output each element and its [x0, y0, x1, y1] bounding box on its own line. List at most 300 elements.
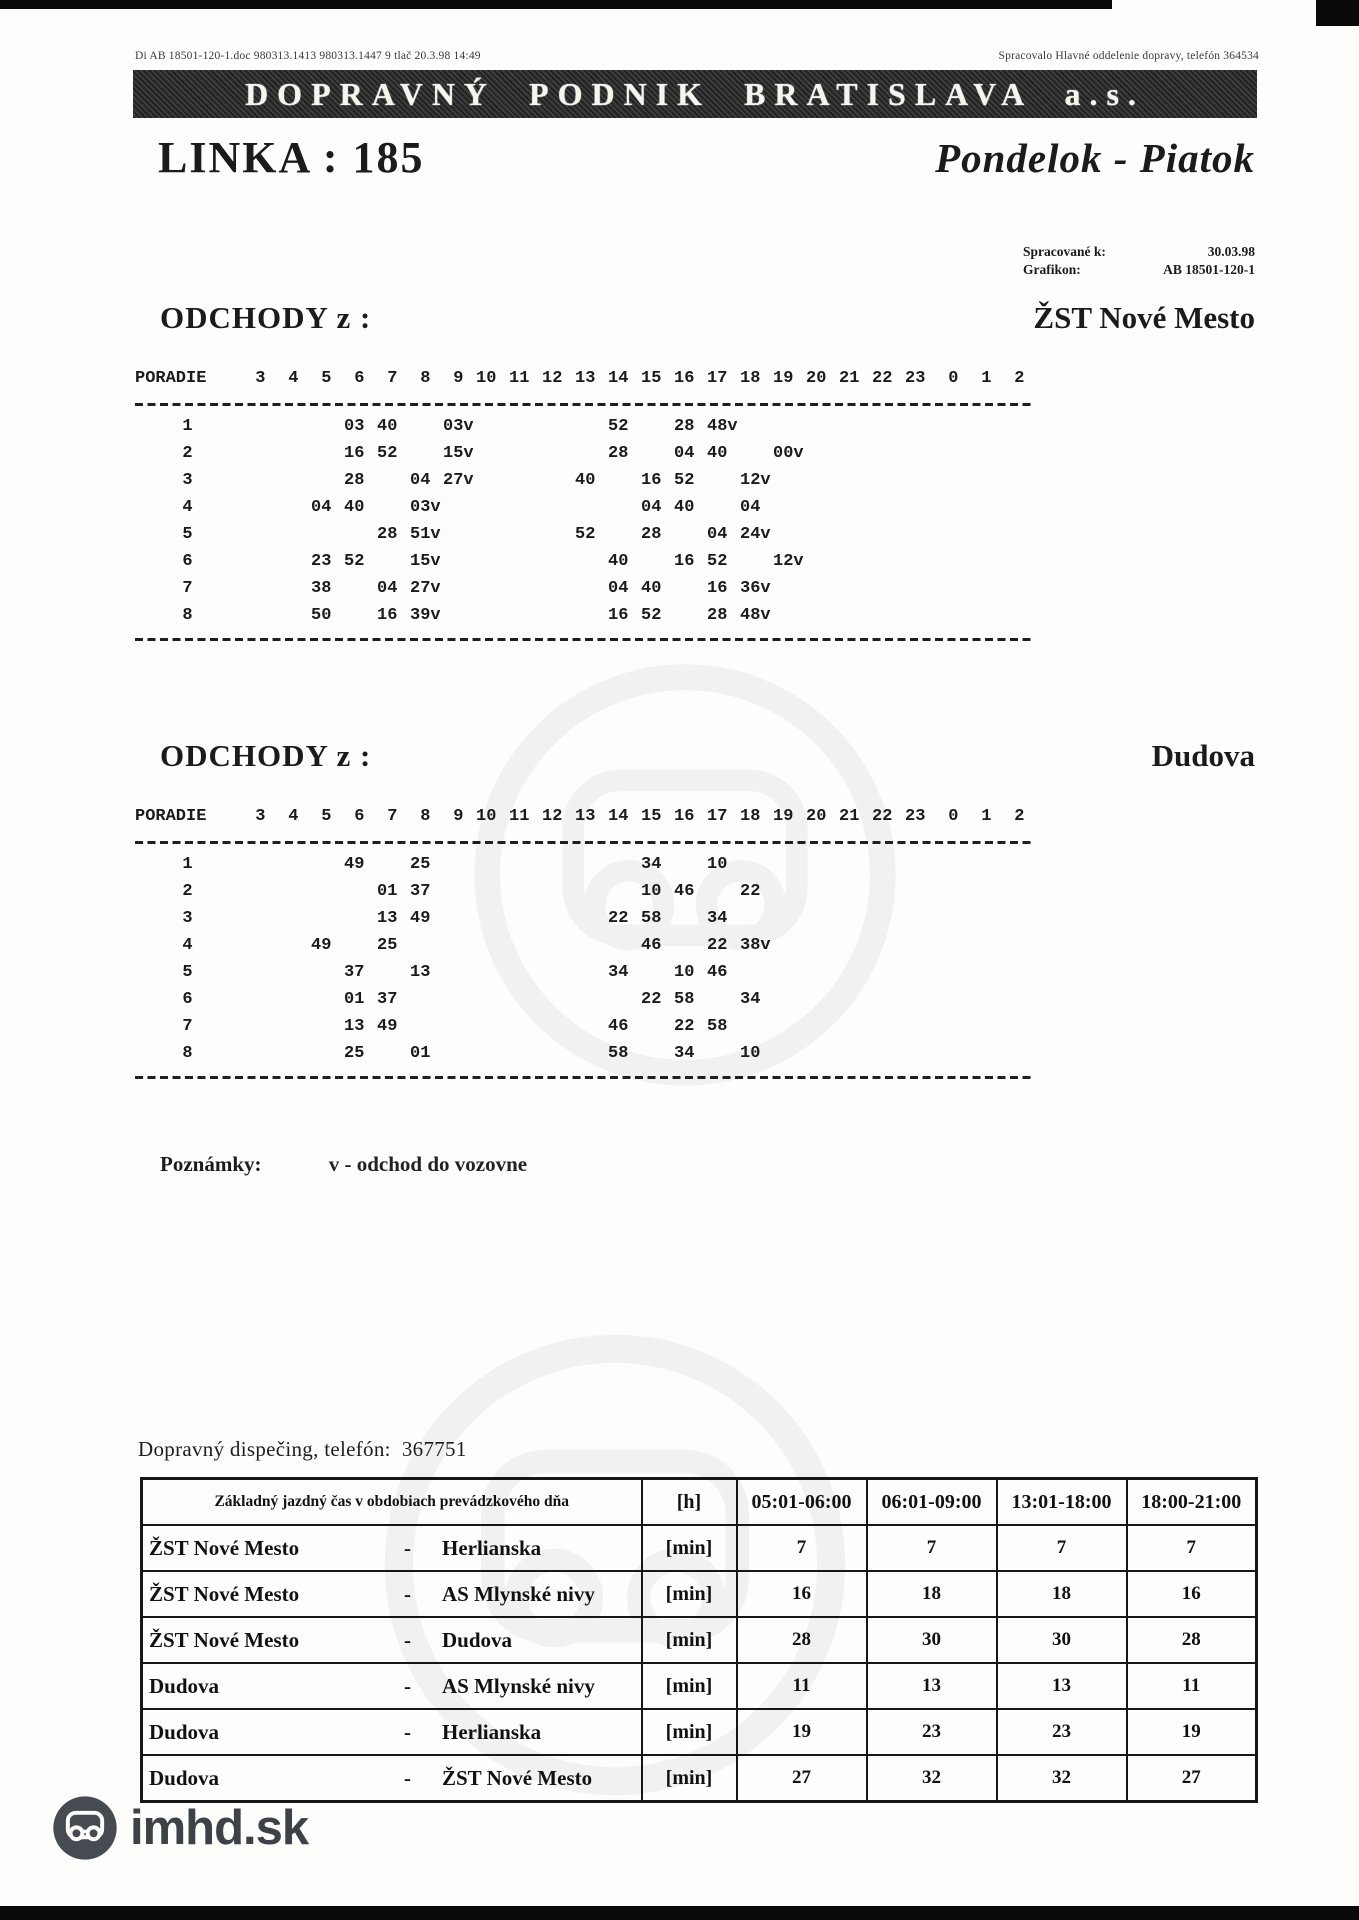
- travel-minutes-value: 7: [737, 1525, 867, 1571]
- timetable-row: [135, 494, 1032, 521]
- departure-minute-cell: 12v: [740, 471, 771, 490]
- departure-minute-cell: [933, 494, 966, 521]
- departure-minute-cell: [999, 959, 1032, 986]
- departure-minute-cell: 10: [740, 1044, 761, 1063]
- departure-minute-cell: [504, 959, 537, 986]
- segment-from: Dudova: [149, 1673, 220, 1698]
- hour-header-cell: [273, 802, 306, 832]
- title-row: [158, 132, 1255, 183]
- hour-header-cell: [537, 802, 570, 832]
- departure-minute-cell: 40: [377, 417, 398, 436]
- timetable-grid: [135, 364, 1032, 641]
- hour-header-cell: [570, 802, 603, 832]
- travel-table-body: [142, 1525, 1257, 1802]
- departure-minute-cell: [603, 932, 636, 959]
- timetable-row: [135, 548, 1032, 575]
- departure-minute-cell: [933, 467, 966, 494]
- departure-minute-cell: 49: [344, 855, 365, 874]
- departure-minute-cell: [999, 851, 1032, 878]
- departure-minute-cell: 04: [608, 579, 629, 598]
- time-range-header: 18:00-21:00: [1127, 1479, 1257, 1526]
- departure-minute-cell: [537, 575, 570, 602]
- departure-minute-cell: 27v: [410, 579, 441, 598]
- hour-header-cell: [999, 802, 1032, 832]
- departure-minute-cell: [339, 932, 372, 959]
- departure-minute-cell: 27v: [443, 471, 474, 490]
- departure-minute-cell: [405, 440, 438, 467]
- departure-minute-cell: [570, 1040, 603, 1067]
- departure-minute-cell: [504, 1013, 537, 1040]
- departure-minute-cell: [966, 467, 999, 494]
- departure-minute-cell: [999, 575, 1032, 602]
- departure-minute-cell: 58: [707, 1017, 728, 1036]
- departure-minute-cell: [471, 905, 504, 932]
- travel-row: [142, 1617, 1257, 1663]
- processed-value: 30.03.98: [1207, 244, 1255, 259]
- hour-label: 2: [1014, 369, 1025, 388]
- departure-minute-cell: 34: [740, 990, 761, 1009]
- departure-minute-cell: 25: [377, 936, 398, 955]
- departure-minute-cell: [537, 959, 570, 986]
- departure-minute-cell: [801, 986, 834, 1013]
- departure-minute-cell: [900, 905, 933, 932]
- departure-minute-cell: [801, 548, 834, 575]
- hour-header-cell: [570, 364, 603, 394]
- timetable-row: [135, 467, 1032, 494]
- departure-minute-cell: [471, 548, 504, 575]
- departure-minute-cell: [669, 932, 702, 959]
- departure-minute-cell: [372, 959, 405, 986]
- departure-minute-cell: [273, 905, 306, 932]
- hour-header-cell: [702, 802, 735, 832]
- departure-minute-cell: [867, 548, 900, 575]
- departure-minute-cell: [867, 521, 900, 548]
- departure-minute-cell: 04: [410, 471, 431, 490]
- departure-minute-cell: 16: [377, 606, 398, 625]
- hour-label: 9: [453, 807, 464, 826]
- departure-minute-cell: [471, 413, 504, 440]
- departure-minute-cell: 23: [311, 552, 332, 571]
- hour-label: 1: [981, 369, 992, 388]
- departure-minute-cell: [999, 602, 1032, 629]
- departure-minute-cell: 28: [377, 525, 398, 544]
- departure-minute-cell: [570, 959, 603, 986]
- departure-minute-cell: [273, 575, 306, 602]
- hour-header-cell: [966, 802, 999, 832]
- unit-header: [h]: [642, 1479, 737, 1526]
- departure-minute-cell: [273, 494, 306, 521]
- departure-minute-cell: [933, 1013, 966, 1040]
- departure-minute-cell: [966, 602, 999, 629]
- departure-minute-cell: 40: [707, 444, 728, 463]
- departure-minute-cell: [999, 548, 1032, 575]
- departure-minute-cell: 15v: [443, 444, 474, 463]
- departure-minute-cell: [471, 986, 504, 1013]
- departure-minute-cell: [504, 851, 537, 878]
- departure-minute-cell: [801, 575, 834, 602]
- departure-minute-cell: [768, 575, 801, 602]
- departure-minute-cell: [438, 1040, 471, 1067]
- travel-minutes-value: 32: [867, 1755, 997, 1802]
- hour-label: 22: [872, 807, 893, 826]
- departure-minute-cell: [999, 986, 1032, 1013]
- segment-from: ŽST Nové Mesto: [149, 1535, 300, 1560]
- departure-minute-cell: 28: [344, 471, 365, 490]
- doc-info-left: Di AB 18501-120-1.doc 980313.1413 980313.1447 9 tlač 20.3.98 14:49: [135, 50, 481, 62]
- timetable-grid: [135, 802, 1032, 1079]
- departure-minute-cell: [966, 959, 999, 986]
- departure-minute-cell: [801, 905, 834, 932]
- service-days: Pondelok - Piatok: [935, 135, 1255, 181]
- timetable-header-row: [135, 364, 1032, 394]
- hour-header-cell: [735, 364, 768, 394]
- departure-minute-cell: [768, 905, 801, 932]
- section-header: [135, 300, 1255, 336]
- segment-dash: -: [404, 1719, 411, 1744]
- travel-minutes-value: 19: [737, 1709, 867, 1755]
- departure-minute-cell: [834, 548, 867, 575]
- segment-unit: [min]: [642, 1571, 737, 1617]
- departure-minute-cell: [636, 440, 669, 467]
- departure-minute-cell: 22: [608, 909, 629, 928]
- departure-minute-cell: 52: [377, 444, 398, 463]
- timetable-row: [135, 851, 1032, 878]
- dispatch-phone-line: Dopravný dispečing, telefón: 367751: [138, 1437, 467, 1461]
- departures-label: ODCHODY z :: [160, 300, 372, 335]
- departure-minute-cell: 04: [740, 498, 761, 517]
- departure-minute-cell: 51v: [410, 525, 441, 544]
- departure-minute-cell: [537, 602, 570, 629]
- departure-minute-cell: 01: [344, 990, 365, 1009]
- departure-minute-cell: [306, 1040, 339, 1067]
- departure-minute-cell: 48v: [740, 606, 771, 625]
- departure-minute-cell: [636, 413, 669, 440]
- travel-times-table: [140, 1477, 1258, 1803]
- hour-label: 20: [806, 807, 827, 826]
- hour-header-cell: [768, 364, 801, 394]
- departure-minute-cell: [537, 413, 570, 440]
- hour-header-cell: [801, 802, 834, 832]
- imhd-logo-icon: [52, 1795, 118, 1861]
- travel-minutes-value: 7: [867, 1525, 997, 1571]
- departure-minute-cell: [702, 494, 735, 521]
- departure-minute-cell: [900, 521, 933, 548]
- travel-row: [142, 1663, 1257, 1709]
- travel-minutes-value: 30: [997, 1617, 1127, 1663]
- hour-label: 14: [608, 807, 629, 826]
- departure-minute-cell: [867, 878, 900, 905]
- hour-label: 11: [509, 369, 530, 388]
- hour-label: 1: [981, 807, 992, 826]
- departure-minute-cell: [537, 851, 570, 878]
- departure-minute-cell: 04: [311, 498, 332, 517]
- segment-unit: [min]: [642, 1617, 737, 1663]
- company-banner: [133, 70, 1257, 118]
- travel-minutes-value: 19: [1127, 1709, 1257, 1755]
- departure-minute-cell: [933, 521, 966, 548]
- departure-minute-cell: 24v: [740, 525, 771, 544]
- departure-minute-cell: [273, 467, 306, 494]
- departure-minute-cell: [240, 878, 273, 905]
- departure-minute-cell: [240, 851, 273, 878]
- departure-minute-cell: [933, 1040, 966, 1067]
- order-number: 3: [182, 471, 193, 490]
- segment-name: [142, 1617, 642, 1663]
- departure-minute-cell: [240, 521, 273, 548]
- departure-minute-cell: 52: [641, 606, 662, 625]
- departure-minute-cell: [438, 548, 471, 575]
- departure-minute-cell: [603, 986, 636, 1013]
- departure-minute-cell: [471, 440, 504, 467]
- departure-minute-cell: 49: [410, 909, 431, 928]
- travel-header-row: [142, 1479, 1257, 1526]
- departure-minute-cell: 48v: [707, 417, 738, 436]
- hour-header-cell: [339, 802, 372, 832]
- departure-minute-cell: [900, 467, 933, 494]
- departure-minute-cell: [372, 548, 405, 575]
- travel-desc-header: Základný jazdný čas v obdobiach prevádzkového dňa: [142, 1479, 642, 1526]
- hour-label: 10: [476, 369, 497, 388]
- hour-label: 23: [905, 369, 926, 388]
- departure-minute-cell: [900, 851, 933, 878]
- hour-header-cell: [273, 364, 306, 394]
- departure-minute-cell: [702, 467, 735, 494]
- departure-minute-cell: [438, 602, 471, 629]
- departure-minute-cell: [240, 986, 273, 1013]
- departure-minute-cell: [438, 575, 471, 602]
- departure-minute-cell: [273, 548, 306, 575]
- segment-to: Dudova: [442, 1627, 513, 1652]
- departure-minute-cell: [999, 494, 1032, 521]
- departure-minute-cell: [900, 440, 933, 467]
- departure-minute-cell: [768, 932, 801, 959]
- departure-minute-cell: 49: [377, 1017, 398, 1036]
- departure-minute-cell: [438, 932, 471, 959]
- departure-minute-cell: [999, 905, 1032, 932]
- departure-minute-cell: [966, 878, 999, 905]
- hour-header-cell: [240, 802, 273, 832]
- departure-minute-cell: [636, 959, 669, 986]
- departure-minute-cell: [504, 548, 537, 575]
- departure-minute-cell: 28: [608, 444, 629, 463]
- departure-minute-cell: [966, 440, 999, 467]
- timetable-row: [135, 575, 1032, 602]
- departure-minute-cell: [834, 494, 867, 521]
- departure-minute-cell: [933, 602, 966, 629]
- departure-minute-cell: [834, 1040, 867, 1067]
- imhd-logo-text: imhd.sk: [130, 1801, 309, 1855]
- scan-edge-bottom: [0, 1906, 1359, 1920]
- departure-minute-cell: [768, 1040, 801, 1067]
- departure-minute-cell: 01: [410, 1044, 431, 1063]
- segment-dash: -: [404, 1627, 411, 1652]
- departure-minute-cell: [273, 1040, 306, 1067]
- departure-minute-cell: [570, 878, 603, 905]
- departure-minute-cell: [372, 851, 405, 878]
- departure-minute-cell: [570, 905, 603, 932]
- departure-minute-cell: [570, 494, 603, 521]
- segment-to: AS Mlynské nivy: [442, 1581, 595, 1606]
- departure-minute-cell: [768, 1013, 801, 1040]
- departure-minute-cell: [240, 602, 273, 629]
- departure-minute-cell: [306, 905, 339, 932]
- departure-minute-cell: [537, 494, 570, 521]
- departure-minute-cell: [537, 878, 570, 905]
- segment-to: Herlianska: [442, 1719, 542, 1744]
- departure-minute-cell: [768, 494, 801, 521]
- order-number: 6: [182, 552, 193, 571]
- departure-minute-cell: [636, 548, 669, 575]
- departure-minute-cell: [636, 1013, 669, 1040]
- departure-minute-cell: [768, 467, 801, 494]
- timetable-row: [135, 959, 1032, 986]
- departure-minute-cell: [273, 851, 306, 878]
- departure-minute-cell: 13: [410, 963, 431, 982]
- departure-minute-cell: [933, 548, 966, 575]
- departure-minute-cell: [471, 959, 504, 986]
- departure-minute-cell: [801, 1040, 834, 1067]
- departure-minute-cell: 46: [641, 936, 662, 955]
- departure-minute-cell: [933, 959, 966, 986]
- hour-header-cell: [603, 364, 636, 394]
- departure-minute-cell: [801, 467, 834, 494]
- departure-minute-cell: [306, 878, 339, 905]
- order-number: 5: [182, 525, 193, 544]
- departure-minute-cell: [933, 905, 966, 932]
- hour-label: 14: [608, 369, 629, 388]
- hour-label: 22: [872, 369, 893, 388]
- departure-minute-cell: [570, 575, 603, 602]
- segment-unit: [min]: [642, 1709, 737, 1755]
- departure-minute-cell: [768, 521, 801, 548]
- departure-minute-cell: [240, 548, 273, 575]
- dashed-separator: [135, 403, 1032, 406]
- departures-section-dudova: [135, 738, 1255, 1086]
- departure-minute-cell: [306, 1013, 339, 1040]
- hour-label: 8: [420, 369, 431, 388]
- departure-minute-cell: 40: [575, 471, 596, 490]
- departure-minute-cell: [669, 521, 702, 548]
- time-range-header: 13:01-18:00: [997, 1479, 1127, 1526]
- timetable-row: [135, 521, 1032, 548]
- departure-minute-cell: 36v: [740, 579, 771, 598]
- departure-minute-cell: [438, 494, 471, 521]
- hour-header-cell: [702, 364, 735, 394]
- travel-minutes-value: 7: [1127, 1525, 1257, 1571]
- departure-minute-cell: [768, 602, 801, 629]
- departure-minute-cell: [273, 986, 306, 1013]
- departure-minute-cell: 10: [641, 882, 662, 901]
- hour-header-cell: [933, 364, 966, 394]
- departure-minute-cell: [240, 905, 273, 932]
- departure-minute-cell: 49: [311, 936, 332, 955]
- departure-minute-cell: [933, 413, 966, 440]
- departure-minute-cell: [669, 905, 702, 932]
- company-name: DOPRAVNÝ PODNIK BRATISLAVA a.s.: [245, 75, 1145, 112]
- hour-header-cell: [999, 364, 1032, 394]
- departure-minute-cell: 28: [674, 417, 695, 436]
- hour-header-cell: [900, 802, 933, 832]
- departure-minute-cell: [834, 440, 867, 467]
- departure-minute-cell: [735, 905, 768, 932]
- departure-minute-cell: [273, 932, 306, 959]
- departure-minute-cell: [306, 521, 339, 548]
- departure-minute-cell: [471, 851, 504, 878]
- segment-name: [142, 1571, 642, 1617]
- departure-minute-cell: [438, 986, 471, 1013]
- departure-minute-cell: 46: [707, 963, 728, 982]
- departure-minute-cell: [834, 986, 867, 1013]
- departure-minute-cell: [834, 905, 867, 932]
- departure-minute-cell: 03v: [443, 417, 474, 436]
- timetable-row: [135, 878, 1032, 905]
- departure-minute-cell: 34: [608, 963, 629, 982]
- dashed-separator: [135, 638, 1032, 641]
- departure-minute-cell: 16: [674, 552, 695, 571]
- order-number: 6: [182, 990, 193, 1009]
- departure-minute-cell: [240, 959, 273, 986]
- hour-label: 6: [354, 807, 365, 826]
- departure-minute-cell: [438, 521, 471, 548]
- hour-header-cell: [768, 802, 801, 832]
- departure-minute-cell: [966, 548, 999, 575]
- departure-minute-cell: 04: [377, 579, 398, 598]
- departure-minute-cell: [471, 521, 504, 548]
- departure-minute-cell: [273, 959, 306, 986]
- segment-dash: -: [404, 1581, 411, 1606]
- hour-header-cell: [834, 364, 867, 394]
- order-number: 8: [182, 606, 193, 625]
- departure-minute-cell: [240, 467, 273, 494]
- departure-minute-cell: 28: [641, 525, 662, 544]
- departure-minute-cell: [603, 494, 636, 521]
- order-number: 4: [182, 936, 193, 955]
- departure-minute-cell: [966, 905, 999, 932]
- travel-minutes-value: 13: [997, 1663, 1127, 1709]
- departure-minute-cell: [306, 851, 339, 878]
- travel-row: [142, 1709, 1257, 1755]
- hour-label: 21: [839, 807, 860, 826]
- departure-minute-cell: [834, 602, 867, 629]
- departure-minute-cell: [900, 413, 933, 440]
- departure-minute-cell: [999, 878, 1032, 905]
- departures-label: ODCHODY z :: [160, 738, 372, 773]
- hour-label: 0: [948, 369, 959, 388]
- order-number: 1: [182, 417, 193, 436]
- hour-label: 15: [641, 807, 662, 826]
- order-number: 7: [182, 579, 193, 598]
- segment-name: [142, 1663, 642, 1709]
- order-number: 3: [182, 909, 193, 928]
- departure-minute-cell: [471, 1013, 504, 1040]
- hour-label: 5: [321, 807, 332, 826]
- departure-minute-cell: [999, 413, 1032, 440]
- departure-minute-cell: [999, 1013, 1032, 1040]
- departure-minute-cell: [372, 494, 405, 521]
- departure-minute-cell: 22: [674, 1017, 695, 1036]
- segment-name: [142, 1709, 642, 1755]
- order-number: 4: [182, 498, 193, 517]
- departure-minute-cell: 22: [641, 990, 662, 1009]
- departure-minute-cell: [240, 1040, 273, 1067]
- departure-minute-cell: [900, 986, 933, 1013]
- departure-minute-cell: [768, 959, 801, 986]
- departure-minute-cell: 37: [344, 963, 365, 982]
- departure-minute-cell: 58: [674, 990, 695, 1009]
- timetable-row: [135, 602, 1032, 629]
- departure-minute-cell: [966, 986, 999, 1013]
- departure-minute-cell: [306, 467, 339, 494]
